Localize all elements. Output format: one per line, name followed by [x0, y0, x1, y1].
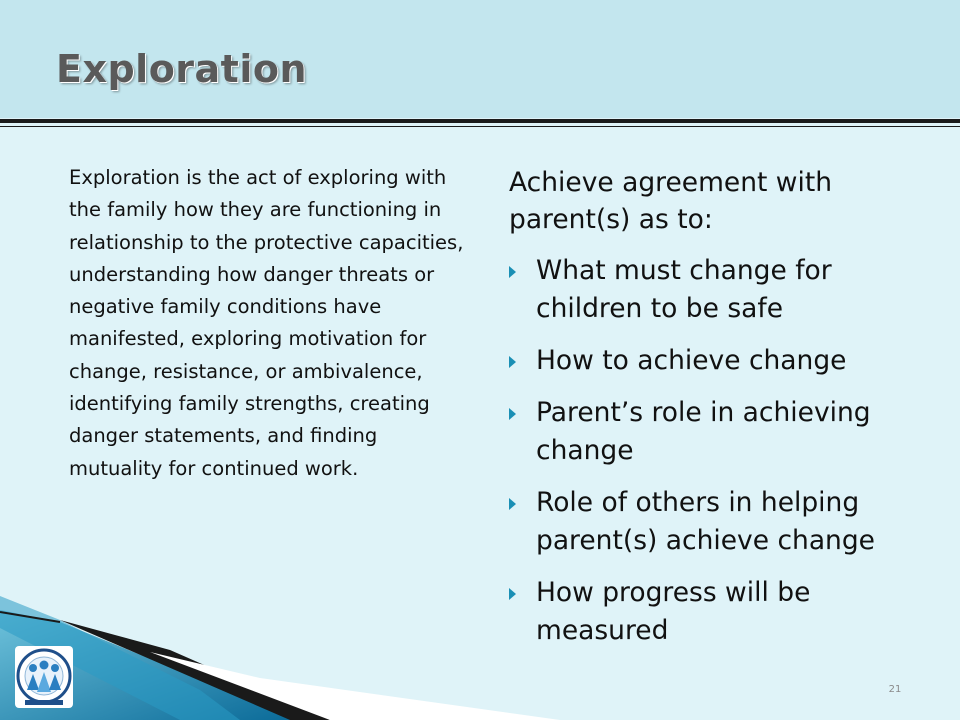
- bullet-text: What must change for children to be safe: [536, 255, 832, 324]
- agreement-intro: Achieve agreement with parent(s) as to:: [509, 167, 833, 235]
- corner-swoosh-decoration: [0, 560, 960, 720]
- slide-title: Exploration: [56, 47, 308, 91]
- bullet-item: [509, 342, 929, 380]
- bullet-text: How progress will be measured: [536, 577, 811, 646]
- bullet-arrow-icon: [509, 498, 516, 510]
- bullet-text: Parent’s role in achieving change: [536, 397, 871, 466]
- bullet-arrow-icon: [509, 408, 516, 420]
- bullet-text: Role of others in helping parent(s) achieve change: [536, 487, 875, 556]
- logo-icon: [15, 646, 73, 708]
- bullet-item: [509, 252, 929, 328]
- page-number: 21: [888, 684, 902, 695]
- bullet-text: How to achieve change: [536, 345, 847, 376]
- title-divider-thick: [0, 119, 960, 123]
- bullet-item: [509, 394, 929, 470]
- bullet-item: [509, 484, 929, 560]
- bullet-arrow-icon: [509, 356, 516, 368]
- left-column: [69, 162, 469, 485]
- bullet-arrow-icon: [509, 266, 516, 278]
- definition-paragraph: Exploration is the act of exploring with the family how they are functioning in relationship to the protective capacities, understanding how danger threats or negative family conditions have manifested, exploring motivation for change, resistance, or ambivalence, identifying family strengths, creating danger statements, and finding mutuality for continued work.: [69, 166, 464, 480]
- title-divider-thin: [0, 126, 960, 127]
